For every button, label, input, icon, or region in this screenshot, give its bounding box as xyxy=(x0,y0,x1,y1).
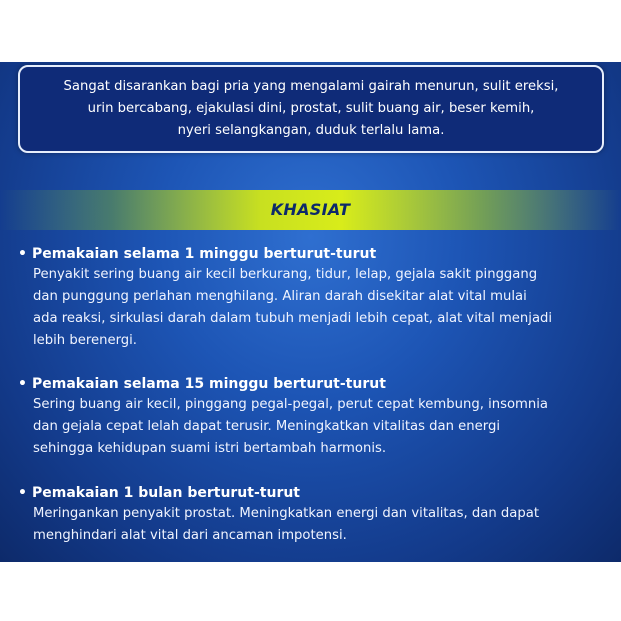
khasiat-banner xyxy=(0,190,621,230)
bullet-icon: • xyxy=(18,485,27,501)
benefit-desc-line: Penyakit sering buang air kecil berkurang, tidur, lelap, gejala sakit pinggang xyxy=(33,267,538,282)
bullet-icon: • xyxy=(18,376,27,392)
benefit-desc-line: sehingga kehidupan suami istri bertambah harmonis. xyxy=(33,441,387,456)
benefit-title xyxy=(18,244,610,264)
recommendation-line-2: urin bercabang, ejakulasi dini, prostat, sulit buang air, beser kemih, xyxy=(87,101,535,116)
benefit-description xyxy=(33,264,610,352)
benefit-title xyxy=(18,374,610,394)
benefit-description xyxy=(33,503,610,547)
benefit-desc-line: dan punggung perlahan menghilang. Aliran darah disekitar alat vital mulai xyxy=(33,289,527,304)
benefit-title xyxy=(18,483,610,503)
benefit-description xyxy=(33,394,610,460)
benefit-desc-line: Meringankan penyakit prostat. Meningkatkan energi dan vitalitas, dan dapat xyxy=(33,506,539,521)
product-info-panel xyxy=(0,62,621,562)
bullet-icon: • xyxy=(18,246,27,262)
recommendation-line-3: nyeri selangkangan, duduk terlalu lama. xyxy=(177,123,445,138)
benefit-title-text: Pemakaian selama 1 minggu berturut-turut xyxy=(32,246,377,262)
khasiat-heading: KHASIAT xyxy=(270,200,351,219)
benefit-desc-line: dan gejala cepat lelah dapat terusir. Meningkatkan vitalitas dan energi xyxy=(33,419,500,434)
recommendation-box xyxy=(18,65,604,153)
benefit-desc-line: lebih berenergi. xyxy=(33,333,137,348)
benefit-desc-line: Sering buang air kecil, pinggang pegal-pegal, perut cepat kembung, insomnia xyxy=(33,397,548,412)
benefit-item-1-week xyxy=(18,244,610,352)
benefit-item-1-month xyxy=(18,483,610,547)
benefit-title-text: Pemakaian selama 15 minggu berturut-turut xyxy=(32,376,386,392)
benefit-title-text: Pemakaian 1 bulan berturut-turut xyxy=(32,485,301,501)
benefit-desc-line: menghindari alat vital dari ancaman impotensi. xyxy=(33,528,347,543)
benefit-item-15-weeks xyxy=(18,374,610,460)
recommendation-line-1: Sangat disarankan bagi pria yang mengalami gairah menurun, sulit ereksi, xyxy=(63,79,559,94)
benefit-desc-line: ada reaksi, sirkulasi darah dalam tubuh menjadi lebih cepat, alat vital menjadi xyxy=(33,311,553,326)
